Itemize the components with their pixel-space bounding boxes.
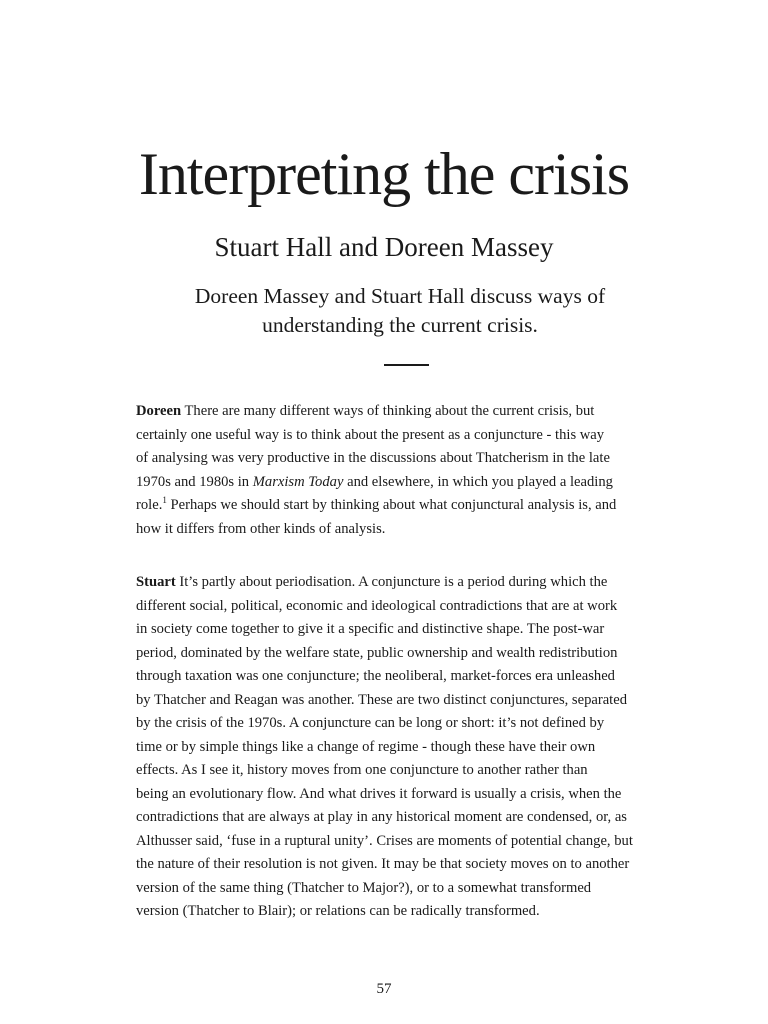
body-text: There are many different ways of thinking about the current crisis, but: [181, 403, 595, 419]
body-line: different social, political, economic and ideological contradictions that are at work: [136, 597, 618, 614]
speaker-name: Stuart: [136, 574, 176, 590]
page-number: 57: [376, 981, 392, 997]
article-authors: Stuart Hall and Doreen Massey: [214, 232, 554, 262]
body-line: of analysing was very productive in the discussions about Thatcherism in the late: [136, 450, 610, 466]
body-line: certainly one useful way is to think about the present as a conjuncture - this way: [136, 426, 605, 443]
body-line: in society come together to give it a specific and distinctive shape. The post-war: [136, 621, 605, 637]
body-line: being an evolutionary flow. And what drives it forward is usually a crisis, when the: [136, 785, 622, 802]
body-line: [136, 494, 688, 518]
body-line: version (Thatcher to Blair); or relations can be radically transformed.: [136, 903, 540, 919]
body-line: through taxation was one conjuncture; the neoliberal, market-forces era unleashed: [136, 668, 615, 684]
body-line: [136, 400, 688, 424]
interview-paragraph-stuart: [136, 571, 688, 924]
publication-title: Marxism Today: [252, 473, 344, 490]
article-title: Interpreting the crisis: [138, 141, 630, 207]
body-line: version of the same thing (Thatcher to Major?), or to a somewhat transformed: [136, 879, 592, 896]
body-text: Perhaps we should start by thinking about what conjunctural analysis is, and: [166, 497, 617, 513]
body-line: contradictions that are always at play in any historical moment are condensed, or, as: [136, 809, 627, 825]
body-line: time or by simple things like a change of regime - though these have their own: [136, 738, 596, 755]
body-line: by the crisis of the 1970s. A conjuncture can be long or short: it’s not defined by: [136, 715, 605, 731]
body-text: It’s partly about periodisation. A conjuncture is a period during which the: [175, 574, 608, 590]
footnote-marker[interactable]: 1: [162, 495, 167, 506]
section-divider: [384, 364, 429, 366]
body-text: role.: [136, 497, 163, 513]
article-standfirst: [150, 282, 650, 340]
body-line: the nature of their resolution is not given. It may be that society moves on to another: [136, 856, 630, 872]
speaker-name: Doreen: [136, 403, 182, 419]
body-line: how it differs from other kinds of analysis.: [136, 520, 386, 537]
standfirst-line: Doreen Massey and Stuart Hall discuss ways of: [194, 284, 606, 308]
body-text: 1970s and 1980s in: [136, 473, 253, 490]
body-line: by Thatcher and Reagan was another. These are two distinct conjunctures, separated: [136, 691, 628, 708]
body-line: effects. As I see it, history moves from one conjuncture to another rather than: [136, 762, 588, 778]
body-line: period, dominated by the welfare state, public ownership and wealth redistribution: [136, 644, 618, 661]
body-line: [136, 471, 688, 495]
body-line: [136, 571, 688, 595]
body-line: Althusser said, ‘fuse in a ruptural unity’. Crises are moments of potential change, but: [136, 832, 633, 849]
interview-paragraph-doreen: [136, 400, 688, 541]
body-text: and elsewhere, in which you played a leading: [343, 473, 613, 490]
standfirst-line: understanding the current crisis.: [262, 313, 538, 337]
